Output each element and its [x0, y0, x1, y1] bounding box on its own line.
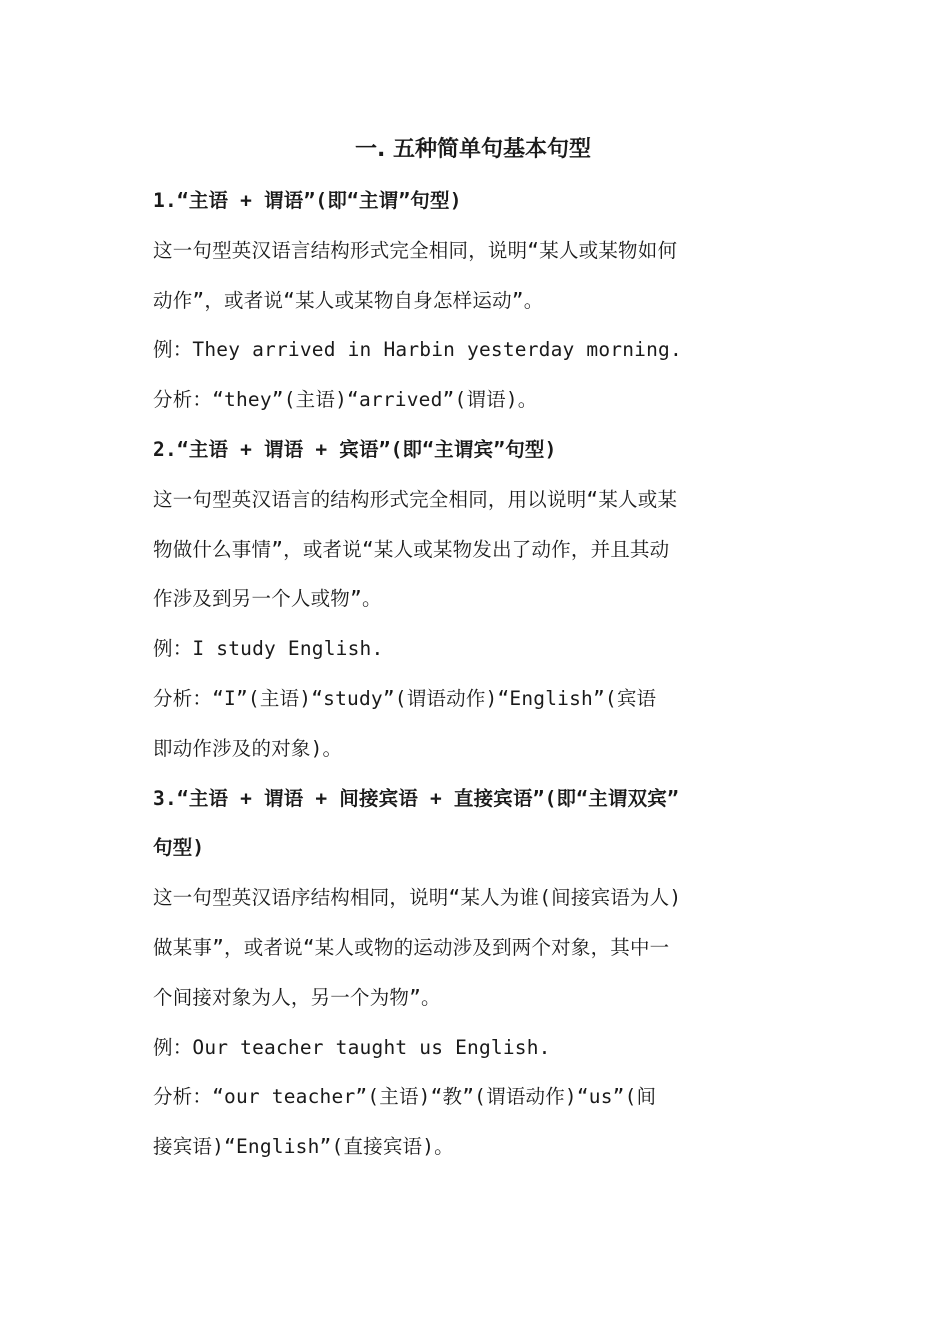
section-heading: 2.“主语 + 谓语 + 宾语”(即“主谓宾”句型) — [153, 437, 557, 461]
body-line: 动作”，或者说“某人或某物自身怎样运动”。 — [153, 288, 544, 312]
section-heading: 3.“主语 + 谓语 + 间接宾语 + 直接宾语”(即“主谓双宾” — [153, 786, 679, 810]
section-heading: 1.“主语 + 谓语”(即“主谓”句型) — [153, 189, 462, 212]
body-line: 分析：“our teacher”(主语)“教”(谓语动作)“us”(间 — [153, 1085, 657, 1109]
document-page — [153, 124, 793, 1172]
body-line: 这一句型英汉语言的结构形式完全相同，用以说明“某人或某 — [153, 487, 678, 511]
body-line: 物做什么事情”，或者说“某人或某物发出了动作，并且其动 — [153, 537, 670, 561]
body-line: 例：I study English. — [153, 637, 384, 661]
document-title: 一. 五种简单句基本句型 — [354, 137, 592, 162]
body-line: 这一句型英汉语言结构形式完全相同，说明“某人或某物如何 — [153, 238, 678, 262]
section-heading: 句型) — [153, 836, 205, 860]
document-body — [153, 176, 793, 1172]
body-line: 例：They arrived in Harbin yesterday morning. — [153, 338, 682, 362]
body-line: 即动作涉及的对象)。 — [153, 736, 343, 760]
body-line: 分析：“I”(主语)“study”(谓语动作)“English”(宾语 — [153, 686, 657, 710]
body-line: 作涉及到另一个人或物”。 — [153, 587, 382, 611]
body-line: 接宾语)“English”(直接宾语)。 — [153, 1135, 454, 1159]
body-line: 例：Our teacher taught us English. — [153, 1035, 551, 1059]
body-line: 这一句型英汉语序结构相同，说明“某人为谁(间接宾语为人) — [153, 886, 682, 910]
body-line: 分析：“they”(主语)“arrived”(谓语)。 — [153, 388, 538, 412]
body-line: 个间接对象为人，另一个为物”。 — [153, 985, 441, 1009]
body-line: 做某事”，或者说“某人或物的运动涉及到两个对象，其中一 — [153, 935, 670, 959]
